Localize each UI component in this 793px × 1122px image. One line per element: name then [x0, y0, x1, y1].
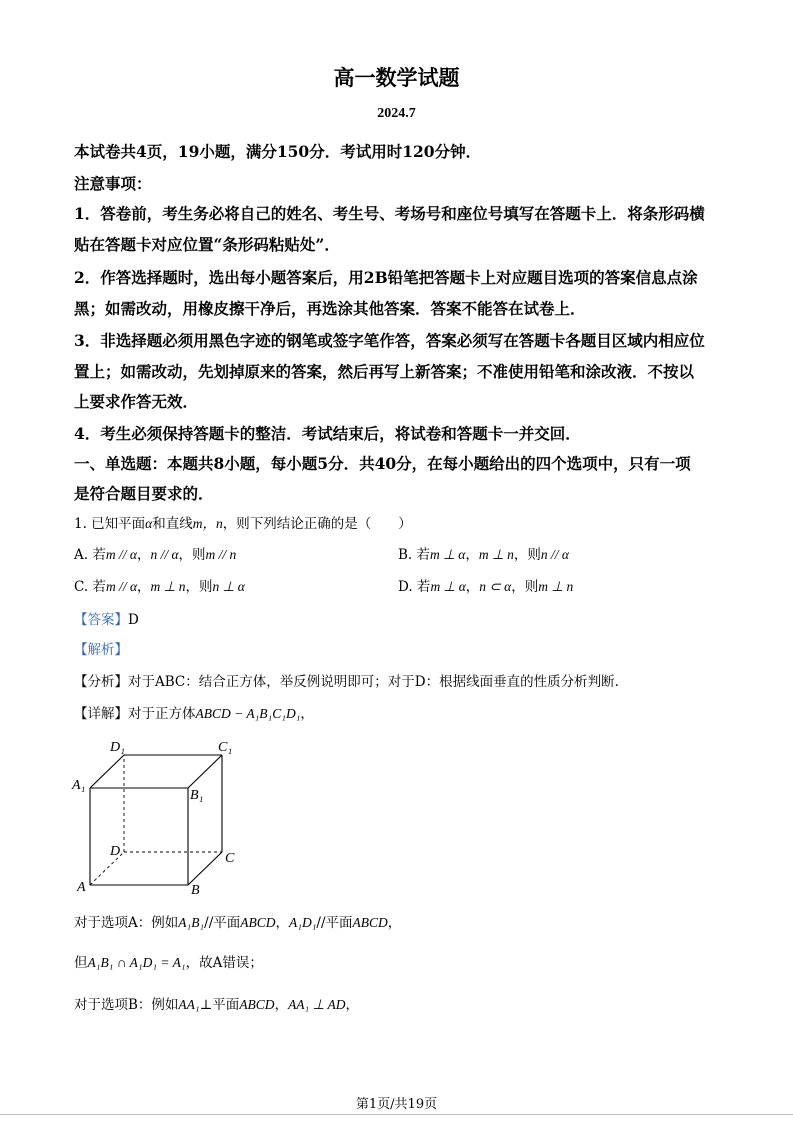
option-a: A. 若m // α，n // α，则m // n: [74, 547, 237, 563]
fenxi-line: 【分析】对于ABC：结合正方体，举反例说明即可；对于D：根据线面垂直的性质分析判断.: [74, 674, 619, 690]
xiangjie-line: 【详解】对于正方体ABCD − A₁B₁C₁D₁，: [74, 706, 314, 722]
analysis-tag: 【解析】: [74, 642, 128, 658]
question-1: 1. 已知平面α和直线m，n，则下列结论正确的是（ ）: [74, 516, 412, 532]
label-c1: C₁: [218, 740, 233, 755]
exam-intro: 本试卷共4页，19小题，满分150分．考试用时120分钟．: [74, 142, 482, 161]
label-b: B: [191, 883, 200, 897]
label-a1: A₁: [72, 778, 86, 793]
notice-line: 贴在答题卡对应位置“条形码粘贴处”．: [74, 235, 340, 254]
exam-date: 2024.7: [377, 106, 416, 121]
bottom-rule: [0, 1114, 793, 1115]
label-d1: D₁: [110, 740, 125, 755]
option-a-analysis-2: 但A₁B₁ ∩ A₁D₁ = A₁，故A错误；: [74, 955, 263, 971]
page-footer: 第1页/共19页: [355, 1097, 438, 1112]
option-a-analysis-1: 对于选项A：例如A₁B₁//平面ABCD，A₁D₁//平面ABCD，: [74, 915, 402, 931]
edge-a1d1: [90, 755, 124, 788]
option-c: C. 若m // α，m ⊥ n，则n ⊥ α: [74, 579, 245, 595]
option-d: D. 若m ⊥ α，n ⊂ α，则m ⊥ n: [398, 579, 574, 595]
notice-line: 1．答卷前，考生务必将自己的姓名、考生号、考场号和座位号填写在答题卡上．将条形码横: [74, 204, 705, 223]
label-c: C: [225, 851, 235, 866]
notice-line: 上要求作答无效．: [74, 392, 199, 411]
option-b: B. 若m ⊥ α，m ⊥ n，则n // α: [398, 547, 569, 563]
answer-tag: 【答案】: [74, 612, 128, 628]
edge-b1c1: [188, 755, 222, 788]
notice-heading: 注意事项：: [74, 174, 152, 193]
page-title: 高一数学试题: [333, 65, 460, 90]
edge-bc: [188, 852, 222, 885]
cube-diagram: [70, 735, 245, 897]
section-heading: 一、单选题：本题共8小题，每小题5分．共40分，在每小题给出的四个选项中，只有一项: [74, 454, 691, 473]
notice-line: 2．作答选择题时，选出每小题答案后，用2B铅笔把答题卡上对应题目选项的答案信息点涂: [74, 268, 698, 287]
answer-value: D: [128, 612, 139, 628]
notice-line: 3．非选择题必须用黑色字迹的钢笔或签字笔作答，答案必须写在答题卡各题目区域内相应位: [74, 331, 705, 350]
label-d: D: [110, 844, 121, 859]
label-a: A: [77, 880, 86, 895]
answer-line: [74, 608, 139, 628]
option-b-analysis: 对于选项B：例如AA₁⊥平面ABCD，AA₁ ⊥ AD，: [74, 997, 360, 1013]
notice-line: 置上；如需改动，先划掉原来的答案，然后再写上新答案；不准使用铅笔和涂改液．不按以: [74, 362, 695, 381]
label-b1: B₁: [190, 788, 204, 803]
notice-line: 4．考生必须保持答题卡的整洁．考试结束后，将试卷和答题卡一并交回．: [74, 424, 581, 443]
section-heading: 是符合题目要求的．: [74, 484, 214, 503]
notice-line: 黑；如需改动，用橡皮擦干净后，再选涂其他答案．答案不能答在试卷上．: [74, 299, 586, 318]
